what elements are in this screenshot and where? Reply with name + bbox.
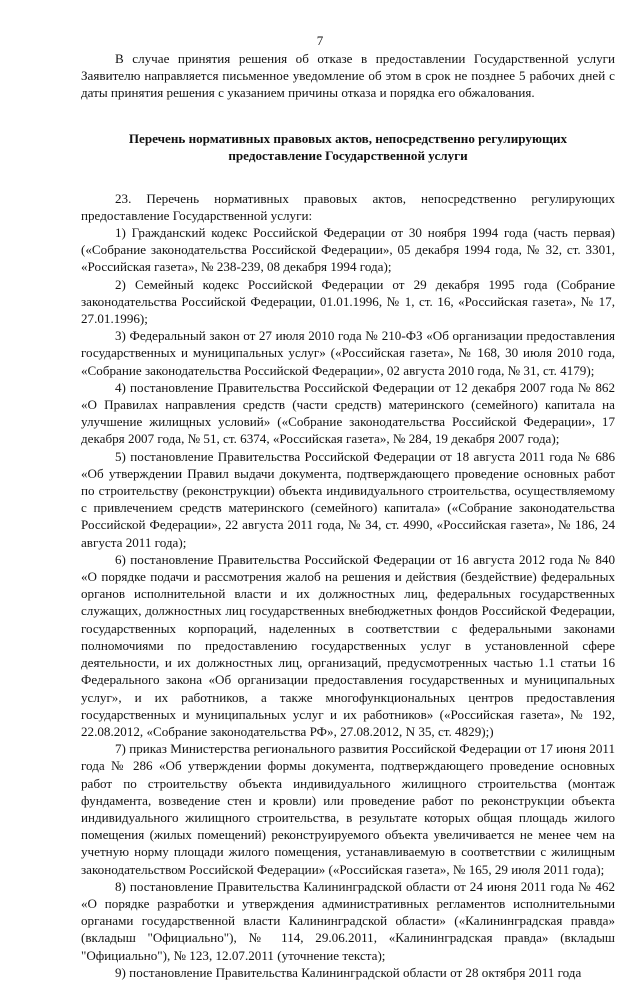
item-23-paragraph: 23. Перечень нормативных правовых актов, непосредственно регулирующих предоставление Государственной услуги: — [81, 190, 615, 223]
document-body — [81, 50, 615, 981]
list-item: 4) постановление Правительства Российской Федерации от 12 декабря 2007 года № 862 «О Правилах направления средств (части средств) материнского (семейного) капитала на улучшение жилищных условий» («Собрание законодательства Российской Федерации», 17 декабря 2007 года, № 51, ст. 6374, «Российская газета», № 284, 19 декабря 2007 года); — [81, 379, 615, 447]
list-item: 3) Федеральный закон от 27 июля 2010 года № 210-ФЗ «Об организации предоставления государственных и муниципальных услуг» («Российская газета», № 168, 30 июля 2010 года, «Собрание законодательства Российской Федерации», 02 августа 2010 года, № 31, ст. 4179); — [81, 328, 615, 378]
list-item: 7) приказ Министерства регионального развития Российской Федерации от 17 июня 2011 года № 286 «Об утверждении формы документа, подтверждающего проведение основных работ по строительству объекта индивидуального жилищного строительства (монтаж фундамента, возведение стен и кровли) или проведение работ по реконструкции объекта индивидуального жилищного строительства, в результате которых общая площадь жилого помещения (жилых помещений) реконструируемого объекта увеличивается не менее чем на учетную норму площади жилого помещения, устанавливаемую в соответствии с жилищным законодательством Российской Федерации» («Российская газета», № 165, 29 июля 2011 года); — [81, 741, 615, 877]
acts-list — [81, 224, 615, 981]
list-item: 1) Гражданский кодекс Российской Федерации от 30 ноября 1994 года (часть первая) («Собрание законодательства Российской Федерации», 05 декабря 1994 года, № 32, ст. 3301, «Российская газета», № 238-239, 08 декабря 1994 года); — [81, 225, 615, 275]
page-number: 7 — [316, 33, 324, 48]
intro-paragraph: В случае принятия решения об отказе в предоставлении Государственной услуги Заявителю направляется письменное уведомление об этом в срок не позднее 5 рабочих дней с даты принятия решения с указанием причины отказа и порядка его обжалования. — [81, 51, 615, 101]
list-item: 9) постановление Правительства Калининградской области от 28 октября 2011 года — [115, 964, 582, 980]
list-item: 6) постановление Правительства Российской Федерации от 16 августа 2012 года № 840 «О порядке подачи и рассмотрения жалоб на решения и действия (бездействие) федеральных органов исполнительной власти и их должностных лиц, федеральных государственных служащих, должностных лиц государственных внебюджетных фондов Российской Федерации, государственных корпораций, наделенных в соответствии с федеральными законами полномочиями по предоставлению государственных услуг в установленной сфере деятельности, и их должностных лиц, организаций, предусмотренных частью 1.1 статьи 16 Федерального закона «Об организации предоставления государственных и муниципальных услуг», и их работников, а также многофункциональных центров предоставления государственных и муниципальных услуг и их работников» («Российская газета», № 192, 22.08.2012, «Собрание законодательства РФ», 27.08.2012, N 35, ст. 4829);) — [81, 551, 615, 739]
list-item: 8) постановление Правительства Калининградской области от 24 июня 2011 года № 462 «О порядке разработки и утверждения административных регламентов исполнительными органами государственной власти Калининградской области» («Калининградская правда» (вкладыш "Официально"), № 114, 29.06.2011, «Калининградская правда» (вкладыш "Официально"), № 123, 12.07.2011 (уточнение текста); — [81, 878, 615, 963]
list-item: 5) постановление Правительства Российской Федерации от 18 августа 2011 года № 686 «Об утверждении Правил выдачи документа, подтверждающего проведение основных работ по строительству (реконструкции) объекта индивидуального строительства, осуществляемому с привлечением средств материнского (семейного) капитала» («Собрание законодательства Российской Федерации», 22 августа 2011 года, № 34, ст. 4990, «Российская газета», № 186, 24 августа 2011 года); — [81, 448, 615, 550]
list-item: 2) Семейный кодекс Российской Федерации от 29 декабря 1995 года (Собрание законодательства Российской Федерации, 01.01.1996, № 1, ст. 16, «Российская газета», № 17, 27.01.1996); — [81, 276, 615, 327]
section-heading: Перечень нормативных правовых актов, непосредственно регулирующих предоставление Государственной услуги — [128, 130, 568, 163]
